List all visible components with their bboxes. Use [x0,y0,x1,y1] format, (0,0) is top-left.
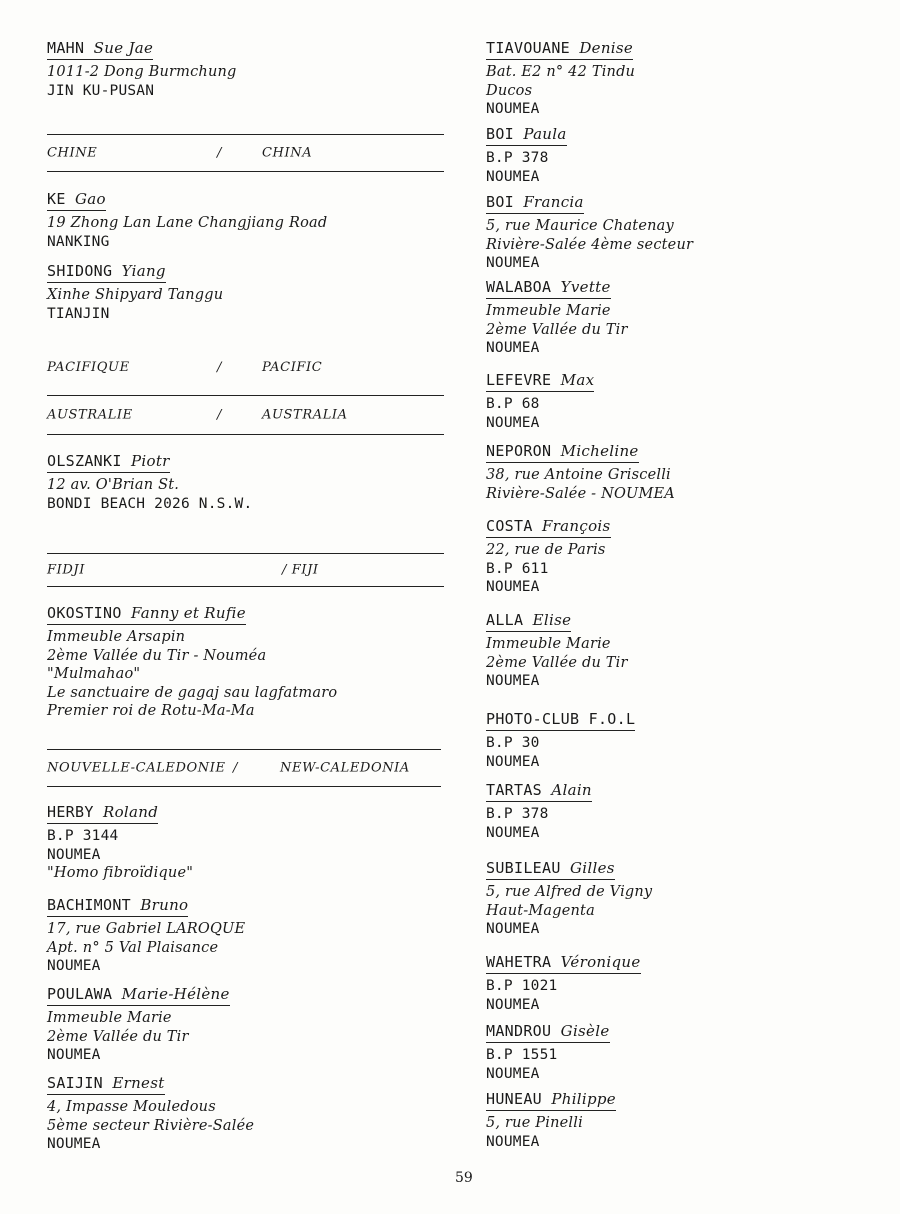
entry-walaboa [486,277,628,358]
surname: TIAVOUANE [486,39,570,57]
address [486,63,635,119]
address-line: NOUMEA [486,1133,540,1150]
given-name: Denise [579,39,634,57]
address-line: 19 Zhong Lan Lane Changjiang Road [47,215,328,231]
surname: NEPORON [486,442,552,460]
address-line: B.P 3144 [47,828,119,844]
entry-name [486,39,633,60]
given-name: Marie-Hélène [121,985,230,1003]
entry-name [486,371,594,392]
entry-name [486,781,592,802]
address-line: B.P 611 [486,560,549,577]
entry-name [47,803,158,824]
entry-wahetra [486,952,641,1014]
address [486,635,628,691]
address-line: 17, rue Gabriel LAROQUE [47,921,246,937]
address-line: NOUMEA [47,1047,101,1063]
given-name: Sue Jae [93,39,154,57]
entry-name [486,611,571,632]
address-line: NOUMEA [47,958,101,974]
address-line: Immeuble Marie [47,1010,172,1026]
address-line: Le sanctuaire de gagaj sau lagfatmaro [47,684,338,701]
section-separator: / [217,360,222,375]
section-label-fr: PACIFIQUE [47,360,130,375]
address-line: B.P 378 [486,150,549,166]
address-line: Ducos [486,82,533,99]
address [486,302,628,358]
entry-name [47,190,106,211]
surname: LEFEVRE [486,371,552,389]
entry-name [486,710,635,731]
address-line: Immeuble Marie [486,303,611,319]
entry-shidong [47,261,223,323]
address-line: 22, rue de Paris [486,542,606,558]
address [47,628,337,721]
address-line: NOUMEA [486,753,540,770]
address-line: NOUMEA [486,579,540,595]
address [486,541,611,597]
entry-photo-club [486,709,635,771]
entry-name [47,985,230,1006]
section-new-caledonia [47,749,441,787]
address-line: 2ème Vallée du Tir [486,654,628,671]
section-separator: / [217,407,222,423]
address [47,63,237,100]
address-line: Haut-Magenta [486,902,595,919]
entry-name [47,1074,165,1095]
address-line: "Mulmahao" [47,666,141,682]
given-name: Yiang [121,262,166,280]
entry-olszanki [47,451,252,513]
address [486,734,635,771]
entry-tartas [486,780,592,842]
given-name: Gao [75,190,106,208]
address-line: 2ème Vallée du Tir - Nouméa [47,647,267,664]
given-name: Roland [103,803,159,821]
surname: POULAWA [47,985,113,1003]
address [486,1114,616,1151]
entry-name [47,262,166,283]
address [47,1098,254,1154]
entry-name [486,517,611,538]
address-line: NOUMEA [486,673,540,689]
surname: SAIJIN [47,1074,103,1092]
entry-bachimont [47,895,245,976]
given-name: Gilles [570,859,615,877]
address [486,466,675,503]
address-line: 5, rue Alfred de Vigny [486,884,653,900]
section-label-fr: FIDJI [47,562,85,578]
given-name: Gisèle [560,1022,610,1040]
address [47,827,193,883]
surname: COSTA [486,517,533,535]
address-line: 2ème Vallée du Tir [47,1028,189,1045]
address-line: 12 av. O'Brian St. [47,477,180,493]
address [486,1046,610,1083]
section-china [47,134,444,172]
given-name: Elise [532,611,572,629]
entry-okostino [47,603,337,721]
address-line: 1011-2 Dong Burmchung [47,64,237,80]
address-line: B.P 378 [486,806,549,822]
entry-alla [486,610,628,691]
entry-name [486,1022,610,1043]
entry-neporon [486,441,675,503]
address [47,920,245,976]
address-line: NOUMEA [486,824,540,841]
address-line: 5, rue Maurice Chatenay [486,218,674,234]
surname: KE [47,190,66,208]
entry-huneau [486,1089,616,1151]
surname: WALABOA [486,278,552,296]
given-name: Fanny et Rufie [131,604,246,622]
given-name: François [542,517,611,535]
address-line: Premier roi de Rotu-Ma-Ma [47,703,255,719]
surname: TARTAS [486,781,542,799]
address-line: NOUMEA [486,340,540,356]
surname: HERBY [47,803,94,821]
entry-boi-francia [486,192,693,273]
address-line: NOUMEA [486,996,540,1013]
address-line: NOUMEA [486,414,540,431]
surname: BACHIMONT [47,896,131,914]
page-number: 59 [455,1170,473,1186]
given-name: Véronique [560,953,641,971]
surname: SHIDONG [47,262,113,280]
given-name: Piotr [131,452,170,470]
given-name: Ernest [112,1074,165,1092]
section-label-en: PACIFIC [262,360,323,375]
entry-herby [47,802,193,883]
given-name: Micheline [560,442,639,460]
address-line: Rivière-Salée 4ème secteur [486,236,694,253]
address-line: B.P 30 [486,735,540,751]
address-line: TIANJIN [47,305,110,322]
entry-name [486,953,641,974]
section-label-en: CHINA [262,145,313,161]
entry-boi-paula [486,124,567,186]
address [486,217,693,273]
surname: BOI [486,125,514,143]
address-line: NOUMEA [486,168,540,185]
surname: SUBILEAU [486,859,561,877]
entry-name [486,859,615,880]
address-line: NOUMEA [486,255,540,271]
entry-tiavouane [486,38,635,119]
section-label-fr: AUSTRALIE [47,407,133,423]
address [47,476,252,513]
surname: PHOTO-CLUB F.O.L [486,710,636,728]
given-name: Paula [523,125,567,143]
surname: ALLA [486,611,524,629]
address-line: B.P 1551 [486,1047,558,1063]
entry-name [486,278,611,299]
address [486,977,641,1014]
section-australia [47,395,444,435]
address-line: 5ème secteur Rivière-Salée [47,1117,255,1134]
surname: BOI [486,193,514,211]
address-line: Immeuble Marie [486,636,611,652]
address-line: 4, Impasse Mouledous [47,1099,216,1115]
address-line: Xinhe Shipyard Tanggu [47,287,224,303]
entry-name [486,442,639,463]
entry-mahn [47,38,237,100]
entry-lefevre [486,370,594,432]
section-label-fr: CHINE [47,145,98,161]
address-line: BONDI BEACH 2026 N.S.W. [47,495,253,512]
address-line: NOUMEA [486,101,540,117]
address [486,805,592,842]
address-line: NANKING [47,233,110,250]
address-line: Bat. E2 n° 42 Tindu [486,64,636,80]
surname: WAHETRA [486,953,552,971]
entry-subileau [486,858,652,939]
section-label-fr: NOUVELLE-CALEDONIE [47,760,226,776]
entry-saijin [47,1073,254,1154]
address-line: NOUMEA [486,921,540,937]
entry-name [486,193,584,214]
section-separator: / [217,145,222,161]
given-name: Bruno [140,896,189,914]
entry-mandrou [486,1021,610,1083]
section-label-en: NEW-CALEDONIA [280,760,410,776]
address-line: Immeuble Arsapin [47,629,186,645]
entry-ke [47,189,327,251]
address-line: JIN KU-PUSAN [47,82,155,99]
address-line: NOUMEA [47,846,101,863]
address-line: 2ème Vallée du Tir [486,321,628,338]
surname: OKOSTINO [47,604,122,622]
surname: MAHN [47,39,85,57]
address-line: B.P 1021 [486,978,558,994]
given-name: Philippe [551,1090,616,1108]
section-fiji [47,553,444,587]
given-name: Francia [523,193,584,211]
address [47,286,223,323]
address-line: "Homo fibroïdique" [47,865,194,881]
section-label-en: / FIJI [282,562,319,578]
surname: HUNEAU [486,1090,542,1108]
given-name: Alain [551,781,592,799]
address [47,1009,230,1065]
address-line: 38, rue Antoine Griscelli [486,467,671,483]
address-line: B.P 68 [486,396,540,412]
surname: OLSZANKI [47,452,122,470]
surname: MANDROU [486,1022,552,1040]
entry-name [47,452,170,473]
address-line: 5, rue Pinelli [486,1115,583,1131]
entry-name [47,604,246,625]
given-name: Max [560,371,595,389]
address [486,149,567,186]
section-separator: / [233,760,238,776]
entry-name [47,896,188,917]
address [486,395,594,432]
entry-name [486,1090,616,1111]
address-line: NOUMEA [47,1136,101,1152]
address-line: Rivière-Salée - NOUMEA [486,485,675,502]
address [486,883,652,939]
entry-costa [486,516,611,597]
address [47,214,327,251]
entry-name [486,125,567,146]
address-line: Apt. n° 5 Val Plaisance [47,939,219,956]
address-line: NOUMEA [486,1065,540,1082]
section-label-en: AUSTRALIA [262,407,348,423]
given-name: Yvette [560,278,611,296]
entry-name [47,39,153,60]
entry-poulawa [47,984,230,1065]
